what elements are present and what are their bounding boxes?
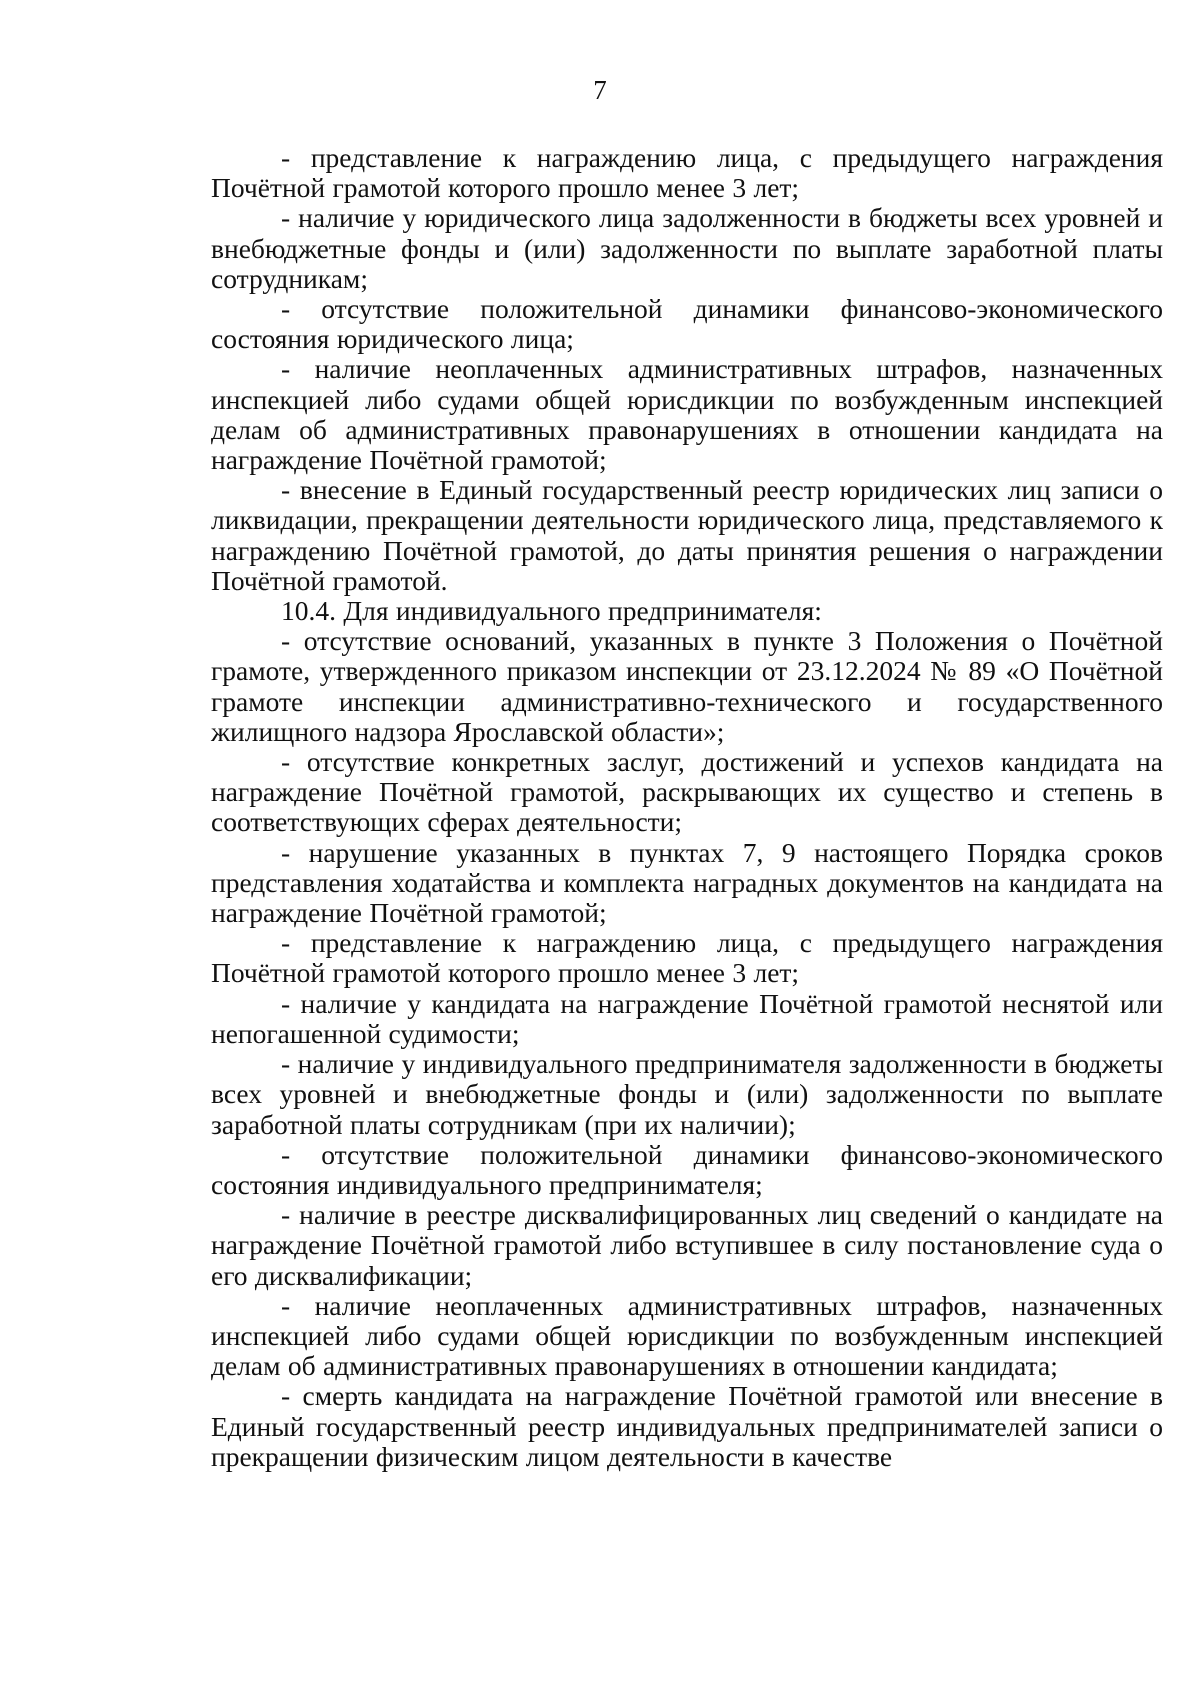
paragraph-item: - нарушение указанных в пунктах 7, 9 настоящего Порядка сроков представления ходатайства и комплекта наградных документов на кандидата на награждение Почётной грамотой; [211,836,1163,929]
paragraph-item: - отсутствие оснований, указанных в пункте 3 Положения о Почётной грамоте, утвержденного приказом инспекции от 23.12.2024 № 89 «О Почётной грамоте инспекции административно-технического и государственного жилищного надзора Ярославской области»; [211,625,1163,747]
paragraph-item: - смерть кандидата на награждение Почётной грамотой или внесение в Единый государственный реестр индивидуальных предпринимателей записи о прекращении физическим лицом деятельности в качестве [211,1380,1163,1472]
page-number: 7 [593,75,607,105]
paragraph-item: - наличие у индивидуального предпринимателя задолженности в бюджеты всех уровней и внебюджетные фонды и (или) задолженности по выплате заработной платы сотрудникам (при их наличии); [211,1048,1163,1140]
paragraph-item: - отсутствие положительной динамики финансово-экономического состояния юридического лица; [211,293,1163,355]
paragraph-item: - наличие в реестре дисквалифицированных лиц сведений о кандидате на награждение Почётной грамотой либо вступившее в силу постановление суда о его дисквалификации; [211,1199,1163,1291]
paragraph-item: - наличие у юридического лица задолженности в бюджеты всех уровней и внебюджетные фонды и (или) задолженности по выплате заработной платы сотрудникам; [211,202,1163,294]
paragraph-item: - отсутствие положительной динамики финансово-экономического состояния индивидуального предпринимателя; [211,1138,1163,1200]
paragraph-item: - представление к награждению лица, с предыдущего награждения Почётной грамотой которого прошло менее 3 лет; [211,142,1163,204]
paragraph-item: - наличие у кандидата на награждение Почётной грамотой неснятой или непогашенной судимости; [211,987,1163,1049]
section-heading: 10.4. Для индивидуального предпринимателя: [281,595,822,627]
paragraph-item: - представление к награждению лица, с предыдущего награждения Почётной грамотой которого прошло менее 3 лет; [211,927,1163,989]
paragraph-item: - отсутствие конкретных заслуг, достижений и успехов кандидата на награждение Почётной грамотой, раскрывающих их существо и степень в соответствующих сферах деятельности; [211,746,1163,838]
paragraph-item: - наличие неоплаченных административных штрафов, назначенных инспекцией либо судами общей юрисдикции по возбужденным инспекцией делам об административных правонарушениях в отношении кандидата на награждение Почётной грамотой; [211,353,1163,476]
paragraph-item: - внесение в Единый государственный реестр юридических лиц записи о ликвидации, прекращении деятельности юридического лица, представляемого к награждению Почётной грамотой, до даты принятия решения о награждении Почётной грамотой. [211,474,1163,596]
document-body [211,143,1163,1472]
paragraph-item: - наличие неоплаченных административных штрафов, назначенных инспекцией либо судами общей юрисдикции по возбужденным инспекцией делам об административных правонарушениях в отношении кандидата; [211,1289,1163,1382]
